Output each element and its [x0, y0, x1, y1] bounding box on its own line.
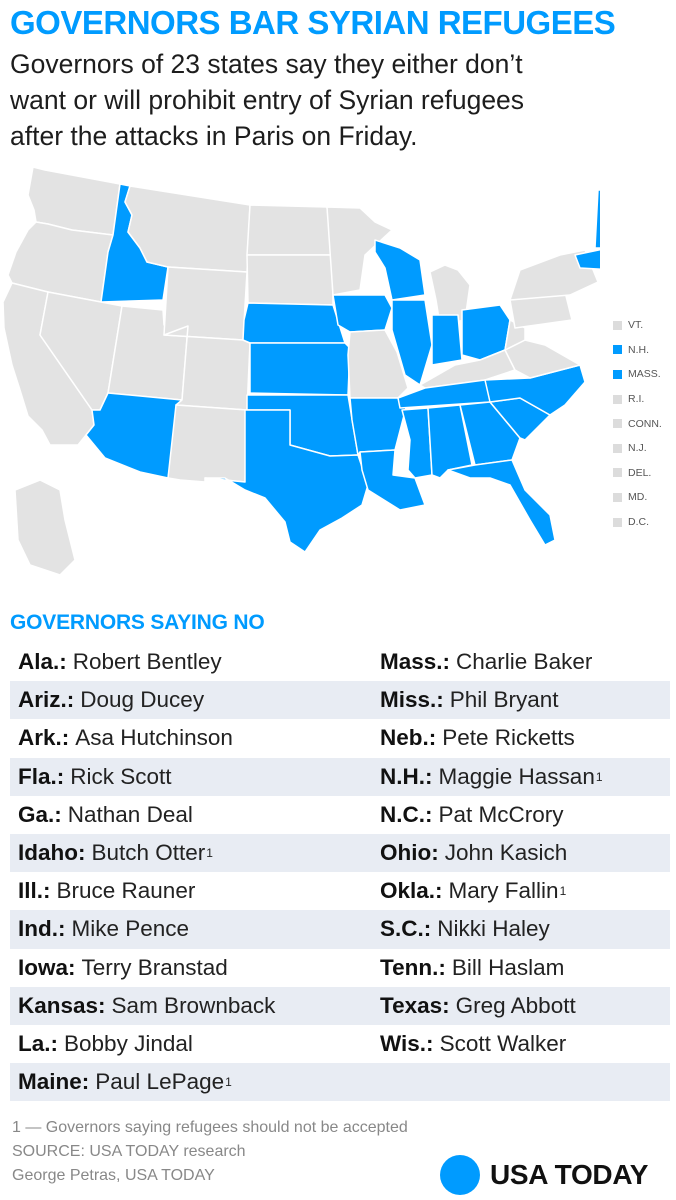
- state-abbreviation: Ill.:: [18, 878, 51, 904]
- state-abbreviation: Ark.:: [18, 725, 70, 751]
- state-abbreviation: Kansas:: [18, 992, 106, 1018]
- legend-item: [613, 510, 675, 535]
- brand-name: USA TODAY: [490, 1159, 649, 1190]
- table-row: [10, 1025, 670, 1063]
- governor-name: Bobby Jindal: [64, 1030, 193, 1056]
- table-row: [10, 987, 670, 1025]
- legend-swatch: [613, 321, 622, 330]
- legend-label: MD.: [628, 491, 648, 504]
- governor-name: Phil Bryant: [449, 687, 559, 713]
- governor-name: Doug Ducey: [80, 687, 205, 713]
- state-south-dakota: [247, 255, 333, 305]
- state-abbreviation: Maine:: [18, 1069, 90, 1095]
- state-new-hampshire: [595, 190, 600, 248]
- page-title: GOVERNORS BAR SYRIAN REFUGEES: [10, 4, 616, 41]
- table-row: [10, 796, 670, 834]
- governor-entry: [10, 987, 370, 1025]
- governor-name: John Kasich: [444, 840, 568, 866]
- governor-name: Robert Bentley: [72, 649, 222, 675]
- subtitle-line: want or will prohibit entry of Syrian refugees: [10, 85, 525, 115]
- state-abbreviation: S.C.:: [380, 916, 432, 942]
- governor-entry: [370, 1063, 670, 1101]
- governor-entry: [10, 1063, 370, 1101]
- governor-name: Asa Hutchinson: [75, 725, 233, 751]
- governor-entry: [10, 949, 370, 987]
- state-florida: [448, 460, 555, 545]
- state-abbreviation: N.H.:: [380, 763, 433, 789]
- governor-entry: [10, 643, 370, 681]
- governor-name: Mary Fallin: [448, 878, 559, 904]
- state-alaska: [15, 480, 75, 575]
- legend-item: [613, 411, 675, 436]
- governor-entry: [370, 758, 670, 796]
- governor-name: Maggie Hassan: [438, 763, 595, 789]
- legend-swatch: [613, 444, 622, 453]
- table-row: [10, 758, 670, 796]
- table-row: [10, 872, 670, 910]
- subtitle: [10, 46, 670, 154]
- footnote: 1 — Governors saying refugees should not be accepted: [12, 1119, 408, 1136]
- credit-line: George Petras, USA TODAY: [12, 1167, 215, 1184]
- governor-name: Terry Branstad: [81, 954, 228, 980]
- state-abbreviation: La.:: [18, 1030, 59, 1056]
- legend-swatch: [613, 518, 622, 527]
- state-new-mexico: [168, 405, 247, 482]
- legend-swatch: [613, 395, 622, 404]
- table-row: [10, 834, 670, 872]
- state-abbreviation: Ind.:: [18, 916, 66, 942]
- legend-label: R.I.: [628, 393, 645, 406]
- table-row: [10, 681, 670, 719]
- legend-swatch: [613, 468, 622, 477]
- source-line: SOURCE: USA TODAY research: [12, 1143, 246, 1160]
- state-abbreviation: N.C.:: [380, 801, 433, 827]
- state-abbreviation: Ga.:: [18, 801, 62, 827]
- legend-item: [613, 485, 675, 510]
- usa-today-logo: [440, 1155, 648, 1195]
- legend-label: N.J.: [628, 442, 647, 455]
- governor-entry: [370, 719, 670, 757]
- legend-swatch: [613, 419, 622, 428]
- state-wisconsin: [375, 240, 425, 300]
- governor-entry: [370, 681, 670, 719]
- legend-item: [613, 461, 675, 486]
- table-row: [10, 643, 670, 681]
- governor-name: Butch Otter: [91, 840, 206, 866]
- legend-item: [613, 436, 675, 461]
- governor-entry: [370, 1025, 670, 1063]
- legend-swatch: [613, 345, 622, 354]
- governor-name: Bruce Rauner: [56, 878, 196, 904]
- governors-table: [10, 643, 670, 1101]
- governor-entry: [370, 949, 670, 987]
- governor-entry: [10, 1025, 370, 1063]
- state-abbreviation: Fla.:: [18, 763, 65, 789]
- governor-entry: [10, 910, 370, 948]
- legend-item: [613, 362, 675, 387]
- legend-item: [613, 338, 675, 363]
- us-map: [0, 160, 600, 580]
- legend-label: D.C.: [628, 516, 649, 529]
- governor-entry: [10, 834, 370, 872]
- legend-swatch: [613, 493, 622, 502]
- state-north-dakota: [247, 205, 332, 255]
- state-iowa: [333, 295, 392, 332]
- governors-heading: GOVERNORS SAYING NO: [10, 611, 265, 634]
- state-kansas: [250, 343, 350, 395]
- state-abbreviation: Wis.:: [380, 1030, 434, 1056]
- us-map-svg: [0, 160, 600, 580]
- footer-notes: [12, 1116, 408, 1188]
- legend-label: DEL.: [628, 466, 652, 479]
- governor-entry: [370, 910, 670, 948]
- governor-name: Charlie Baker: [456, 649, 593, 675]
- governor-name: Pat McCrory: [438, 801, 564, 827]
- state-abbreviation: Ohio:: [380, 840, 439, 866]
- table-row: [10, 1063, 670, 1101]
- state-abbreviation: Texas:: [380, 992, 450, 1018]
- subtitle-line: after the attacks in Paris on Friday.: [10, 121, 418, 151]
- state-indiana: [432, 315, 462, 365]
- governor-name: Rick Scott: [70, 763, 172, 789]
- subtitle-line: Governors of 23 states say they either don’t: [10, 49, 523, 79]
- governor-name: Greg Abbott: [455, 992, 576, 1018]
- governor-name: Nathan Deal: [67, 801, 193, 827]
- table-row: [10, 719, 670, 757]
- governor-entry: [10, 872, 370, 910]
- state-abbreviation: Ariz.:: [18, 687, 75, 713]
- governor-entry: [370, 987, 670, 1025]
- legend-label: N.H.: [628, 343, 649, 356]
- state-mississippi: [402, 408, 432, 478]
- state-abbreviation: Tenn.:: [380, 954, 446, 980]
- governor-entry: [10, 758, 370, 796]
- governor-name: Pete Ricketts: [442, 725, 575, 751]
- footnote-marker: 1: [595, 769, 603, 784]
- state-abbreviation: Mass.:: [380, 649, 451, 675]
- state-abbreviation: Idaho:: [18, 840, 86, 866]
- table-row: [10, 949, 670, 987]
- legend-label: CONN.: [628, 417, 662, 430]
- governor-entry: [10, 719, 370, 757]
- governor-name: Sam Brownback: [111, 992, 276, 1018]
- governor-entry: [10, 796, 370, 834]
- governor-entry: [370, 872, 670, 910]
- governor-name: Nikki Haley: [437, 916, 550, 942]
- governor-entry: [10, 681, 370, 719]
- legend-label: VT.: [628, 319, 644, 332]
- legend-item: [613, 387, 675, 412]
- legend-label: MASS.: [628, 368, 661, 381]
- state-abbreviation: Ala.:: [18, 649, 67, 675]
- table-row: [10, 910, 670, 948]
- legend-swatch: [613, 370, 622, 379]
- governor-entry: [370, 643, 670, 681]
- state-abbreviation: Miss.:: [380, 687, 444, 713]
- state-abbreviation: Neb.:: [380, 725, 437, 751]
- state-nebraska: [243, 303, 345, 343]
- governor-entry: [370, 796, 670, 834]
- governor-name: Bill Haslam: [451, 954, 565, 980]
- footnote-marker: 1: [225, 1075, 232, 1090]
- state-wyoming: [164, 267, 247, 340]
- legend-item: [613, 313, 675, 338]
- footnote-marker: 1: [559, 884, 567, 899]
- governor-entry: [370, 834, 670, 872]
- small-states-legend: [613, 313, 675, 534]
- state-abbreviation: Okla.:: [380, 878, 443, 904]
- governor-name: Paul LePage: [95, 1069, 225, 1095]
- usa-today-dot-icon: [440, 1155, 480, 1195]
- governor-name: Scott Walker: [439, 1030, 567, 1056]
- footnote-marker: 1: [206, 846, 213, 861]
- governor-name: Mike Pence: [71, 916, 190, 942]
- state-abbreviation: Iowa:: [18, 954, 76, 980]
